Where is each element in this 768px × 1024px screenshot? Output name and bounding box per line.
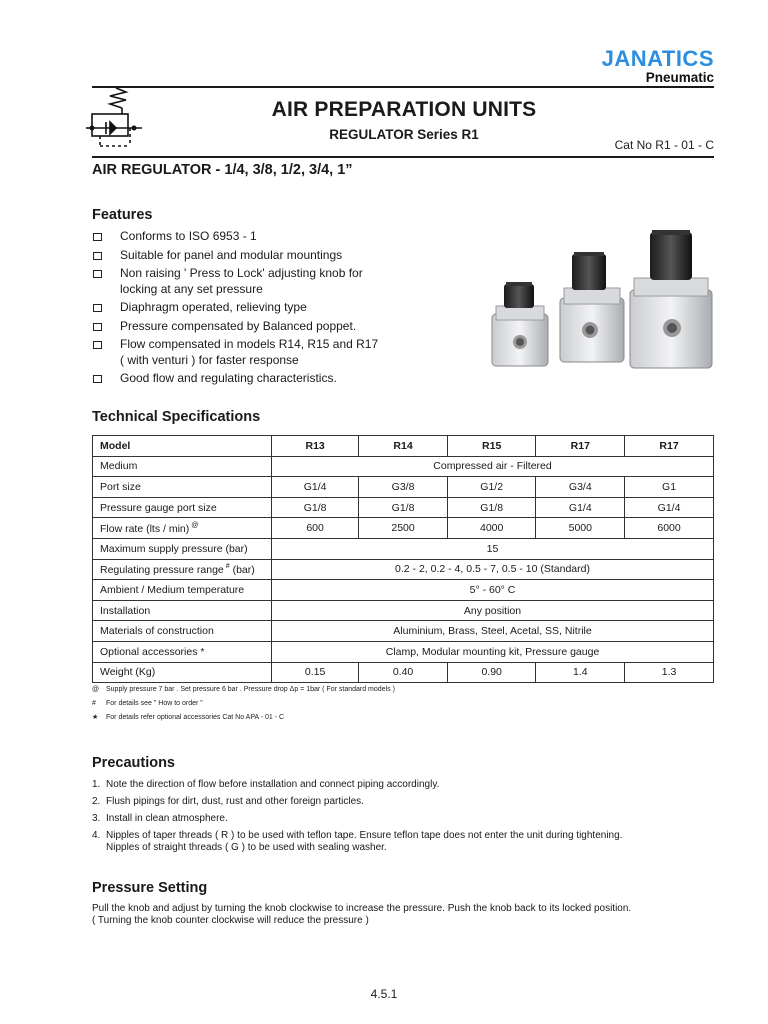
feature-item: Suitable for panel and modular mountings	[92, 248, 412, 264]
features-title: Features	[92, 207, 153, 223]
row-label: Materials of construction	[93, 621, 272, 642]
row-label: Weight (Kg)	[93, 662, 272, 683]
row-label: Installation	[93, 600, 272, 621]
table-header-cell: R17	[536, 436, 625, 457]
footnote: ★ For details refer optional accessories Cat No APA - 01 - C	[92, 714, 285, 721]
row-label: Port size	[93, 477, 272, 498]
table-cell: 6000	[625, 518, 714, 539]
table-cell: 1.4	[536, 662, 625, 683]
row-label: Regulating pressure range # (bar)	[93, 559, 272, 580]
header-rule	[92, 86, 714, 88]
checkbox-icon	[93, 304, 102, 312]
brand-logo	[602, 48, 714, 85]
precaution-item: 1. Note the direction of flow before installation and connect piping accordingly.	[92, 779, 440, 790]
precaution-item: 3. Install in clean atmosphere.	[92, 813, 228, 824]
catalog-number: Cat No R1 - 01 - C	[614, 138, 714, 152]
table-cell: G3/8	[359, 477, 448, 498]
table-cell: 2500	[359, 518, 448, 539]
row-label: Optional accessories *	[93, 641, 272, 662]
table-header-cell: R15	[447, 436, 536, 457]
table-cell: 5° - 60° C	[272, 580, 714, 601]
table-cell: 0.2 - 2, 0.2 - 4, 0.5 - 7, 0.5 - 10 (Standard)	[272, 559, 714, 580]
page-title: AIR PREPARATION UNITS	[271, 98, 537, 121]
checkbox-icon	[93, 341, 102, 349]
table-cell: G1/4	[536, 497, 625, 518]
title-rule	[92, 156, 714, 158]
feature-item: Conforms to ISO 6953 - 1	[92, 229, 412, 245]
table-cell: G1/8	[359, 497, 448, 518]
table-cell: Clamp, Modular mounting kit, Pressure gauge	[272, 641, 714, 662]
table-cell: G3/4	[536, 477, 625, 498]
table-cell: Any position	[272, 600, 714, 621]
precautions-list	[92, 779, 722, 859]
table-cell: 5000	[536, 518, 625, 539]
feature-item: Good flow and regulating characteristics.	[92, 371, 412, 387]
pressure-setting-title: Pressure Setting	[92, 880, 208, 896]
product-heading: AIR REGULATOR - 1/4, 3/8, 1/2, 3/4, 1”	[92, 162, 353, 178]
specs-title: Technical Specifications	[92, 409, 261, 425]
precautions-title: Precautions	[92, 755, 175, 771]
table-row	[93, 477, 714, 498]
row-label: Maximum supply pressure (bar)	[93, 538, 272, 559]
table-cell: Compressed air - Filtered	[272, 456, 714, 477]
pressure-setting-text: ( Turning the knob counter clockwise will reduce the pressure )	[92, 915, 369, 926]
table-row	[93, 497, 714, 518]
table-header-row	[93, 436, 714, 457]
table-cell: G1/4	[272, 477, 359, 498]
table-cell: 4000	[447, 518, 536, 539]
table-cell: 15	[272, 538, 714, 559]
table-cell: 0.15	[272, 662, 359, 683]
table-row	[93, 538, 714, 559]
pressure-setting-text: Pull the knob and adjust by turning the knob clockwise to increase the pressure. Push the knob back to its locked position.	[92, 903, 632, 914]
table-cell: G1/2	[447, 477, 536, 498]
product-image	[482, 226, 722, 376]
table-row	[93, 559, 714, 580]
checkbox-icon	[93, 375, 102, 383]
checkbox-icon	[93, 323, 102, 331]
checkbox-icon	[93, 233, 102, 241]
footnote-mark: #	[225, 562, 230, 570]
table-cell: Aluminium, Brass, Steel, Acetal, SS, Nitrile	[272, 621, 714, 642]
table-header-cell: Model	[93, 436, 272, 457]
row-label: Medium	[93, 456, 272, 477]
feature-item: Flow compensated in models R14, R15 and R17 ( with venturi ) for faster response	[92, 337, 412, 368]
footnote: @ Supply pressure 7 bar . Set pressure 6 bar . Pressure drop Δp = 1bar ( For standard models )	[92, 686, 395, 693]
precaution-item: Nipples of straight threads ( G ) to be used with sealing washer.	[106, 842, 387, 853]
row-label: Ambient / Medium temperature	[93, 580, 272, 601]
checkbox-icon	[93, 270, 102, 278]
page-number: 4.5.1	[370, 987, 398, 1001]
spec-table	[92, 435, 714, 683]
checkbox-icon	[93, 252, 102, 260]
table-header-cell: R17	[625, 436, 714, 457]
table-cell: 1.3	[625, 662, 714, 683]
footnote-mark: @	[191, 521, 199, 529]
footnote: # For details see " How to order "	[92, 700, 203, 707]
table-cell: G1/4	[625, 497, 714, 518]
table-row	[93, 641, 714, 662]
table-row	[93, 621, 714, 642]
table-row	[93, 600, 714, 621]
table-cell: G1	[625, 477, 714, 498]
precaution-item: 2. Flush pipings for dirt, dust, rust and other foreign particles.	[92, 796, 364, 807]
features-list	[92, 229, 412, 390]
feature-item: Pressure compensated by Balanced poppet.	[92, 319, 412, 335]
feature-item: Non raising ' Press to Lock' adjusting knob for locking at any set pressure	[92, 266, 412, 297]
table-header-cell: R14	[359, 436, 448, 457]
table-row	[93, 580, 714, 601]
brand-name: JANATICS	[601, 46, 714, 71]
row-label: Pressure gauge port size	[93, 497, 272, 518]
feature-item: Diaphragm operated, relieving type	[92, 300, 412, 316]
table-cell: G1/8	[272, 497, 359, 518]
table-cell: G1/8	[447, 497, 536, 518]
table-row	[93, 518, 714, 539]
row-label: Flow rate (lts / min) @	[93, 518, 272, 539]
page-subtitle: REGULATOR Series R1	[329, 127, 479, 142]
precaution-item: 4. Nipples of taper threads ( R ) to be used with teflon tape. Ensure teflon tape does not enter the unit during tightening.	[92, 830, 623, 841]
table-cell: 0.40	[359, 662, 448, 683]
table-cell: 600	[272, 518, 359, 539]
table-header-cell: R13	[272, 436, 359, 457]
table-row	[93, 456, 714, 477]
brand-sub: Pneumatic	[645, 70, 714, 85]
table-row	[93, 662, 714, 683]
table-cell: 0.90	[447, 662, 536, 683]
